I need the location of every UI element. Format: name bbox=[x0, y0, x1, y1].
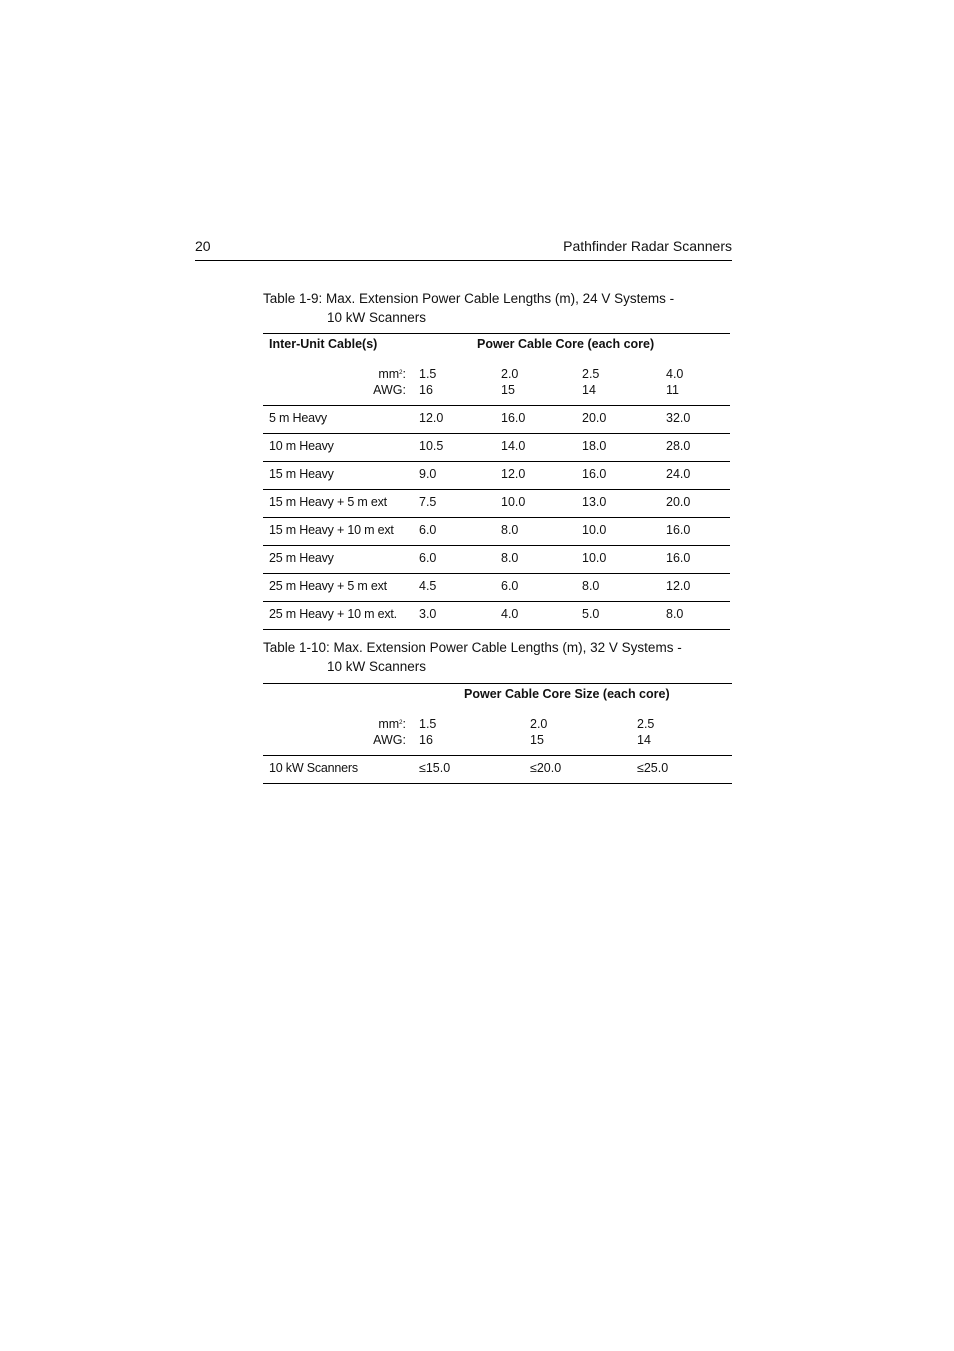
table-cell: 20.0 bbox=[582, 411, 607, 425]
row-label: 15 m Heavy bbox=[269, 467, 334, 481]
table2-size-awg: 15 bbox=[530, 733, 544, 747]
table-cell: 16.0 bbox=[666, 523, 691, 537]
table-cell: 16.0 bbox=[666, 551, 691, 565]
table-cell: 6.0 bbox=[419, 523, 437, 537]
table-row bbox=[263, 756, 732, 784]
table2-caption-line1: Table 1-10: Max. Extension Power Cable Lengths (m), 32 V Systems - bbox=[263, 640, 682, 655]
table1-header-right: Power Cable Core (each core) bbox=[477, 337, 655, 351]
table-cell: 7.5 bbox=[419, 495, 437, 509]
table-cell: 12.0 bbox=[666, 579, 691, 593]
table2-caption-line2: 10 kW Scanners bbox=[327, 659, 427, 674]
table1 bbox=[263, 333, 730, 630]
table2-size-col bbox=[530, 716, 547, 748]
running-title: Pathfinder Radar Scanners bbox=[563, 238, 732, 254]
table-cell: 13.0 bbox=[582, 495, 607, 509]
table-cell: 4.5 bbox=[419, 579, 437, 593]
table1-size-col bbox=[501, 366, 518, 398]
row-label: 15 m Heavy + 10 m ext bbox=[269, 523, 394, 537]
table2-unit-labels: $mm^2$: AWG: bbox=[353, 716, 406, 748]
table-row bbox=[263, 434, 730, 462]
table-cell: 9.0 bbox=[419, 467, 437, 481]
table-row bbox=[263, 546, 730, 574]
table-cell: 20.0 bbox=[666, 495, 691, 509]
table-cell: 14.0 bbox=[501, 439, 526, 453]
row-label: 10 kW Scanners bbox=[269, 761, 358, 775]
table-cell: 8.0 bbox=[501, 523, 519, 537]
table-cell: 32.0 bbox=[666, 411, 691, 425]
table-cell: 10.0 bbox=[501, 495, 526, 509]
table-cell: 8.0 bbox=[501, 551, 519, 565]
table2-awg-label: AWG: bbox=[373, 733, 406, 747]
table-cell: 28.0 bbox=[666, 439, 691, 453]
table1-size-mm: 4.0 bbox=[666, 367, 684, 381]
table-cell: 4.0 bbox=[501, 607, 519, 621]
table1-size-awg: 11 bbox=[666, 383, 679, 397]
row-label: 15 m Heavy + 5 m ext bbox=[269, 495, 387, 509]
table1-size-mm: 2.0 bbox=[501, 367, 519, 381]
table-cell: 16.0 bbox=[501, 411, 526, 425]
table-row bbox=[263, 602, 730, 630]
table-row bbox=[263, 406, 730, 434]
table2-size-col bbox=[419, 716, 436, 748]
table2-size-col bbox=[637, 716, 654, 748]
table1-header-left: Inter-Unit Cable(s) bbox=[269, 337, 378, 351]
table1-mm-label: mm bbox=[378, 367, 400, 381]
table1-size-awg: 16 bbox=[419, 383, 433, 397]
table-cell: 10.0 bbox=[582, 523, 607, 537]
table-row bbox=[263, 490, 730, 518]
table-cell: 18.0 bbox=[582, 439, 607, 453]
table1-awg-label: AWG: bbox=[373, 383, 406, 397]
row-label: 25 m Heavy bbox=[269, 551, 334, 565]
table1-size-mm: 2.5 bbox=[582, 367, 600, 381]
table2-header-row bbox=[263, 684, 732, 756]
table1-size-awg: 15 bbox=[501, 383, 515, 397]
table-cell: 6.0 bbox=[501, 579, 519, 593]
table2-size-mm: 2.0 bbox=[530, 717, 548, 731]
table-cell: 12.0 bbox=[501, 467, 526, 481]
table-cell: ≤25.0 bbox=[637, 761, 669, 775]
table1-caption bbox=[263, 289, 674, 327]
table-cell: 16.0 bbox=[582, 467, 607, 481]
table1-caption-line1: Table 1-9: Max. Extension Power Cable Lengths (m), 24 V Systems - bbox=[263, 291, 675, 306]
table2-size-mm: 1.5 bbox=[419, 717, 437, 731]
row-label: 25 m Heavy + 10 m ext. bbox=[269, 607, 397, 621]
table-cell: ≤20.0 bbox=[530, 761, 562, 775]
row-label: 5 m Heavy bbox=[269, 411, 327, 425]
table-cell: 10.5 bbox=[419, 439, 444, 453]
page-number: 20 bbox=[195, 238, 211, 254]
table-cell: 6.0 bbox=[419, 551, 437, 565]
table-cell: 8.0 bbox=[666, 607, 684, 621]
page-header bbox=[195, 238, 732, 261]
table-cell: 5.0 bbox=[582, 607, 600, 621]
table2-mm-label: mm bbox=[378, 717, 400, 731]
table-cell: ≤15.0 bbox=[419, 761, 451, 775]
table-cell: 3.0 bbox=[419, 607, 437, 621]
table1-header-row bbox=[263, 334, 730, 406]
table1-size-col bbox=[419, 366, 436, 398]
table2-size-mm: 2.5 bbox=[637, 717, 655, 731]
table1-size-mm: 1.5 bbox=[419, 367, 437, 381]
table-cell: 12.0 bbox=[419, 411, 444, 425]
table-row bbox=[263, 518, 730, 546]
table1-caption-line2: 10 kW Scanners bbox=[327, 310, 427, 325]
table2-header-right: Power Cable Core Size (each core) bbox=[464, 687, 670, 701]
row-label: 10 m Heavy bbox=[269, 439, 334, 453]
table1-unit-labels: $mm^2$: AWG: bbox=[353, 366, 406, 398]
table1-size-col bbox=[582, 366, 599, 398]
table-cell: 8.0 bbox=[582, 579, 600, 593]
table1-size-col bbox=[666, 366, 683, 398]
table2-size-awg: 16 bbox=[419, 733, 433, 747]
table2-mm-sup: 2 bbox=[399, 720, 403, 726]
table2 bbox=[263, 683, 732, 784]
table-cell: 10.0 bbox=[582, 551, 607, 565]
table1-mm-sup: 2 bbox=[399, 370, 403, 376]
row-label: 25 m Heavy + 5 m ext bbox=[269, 579, 387, 593]
table2-caption bbox=[263, 638, 682, 676]
table1-size-awg: 14 bbox=[582, 383, 596, 397]
table2-size-awg: 14 bbox=[637, 733, 651, 747]
table-row bbox=[263, 574, 730, 602]
table-row bbox=[263, 462, 730, 490]
table-cell: 24.0 bbox=[666, 467, 691, 481]
